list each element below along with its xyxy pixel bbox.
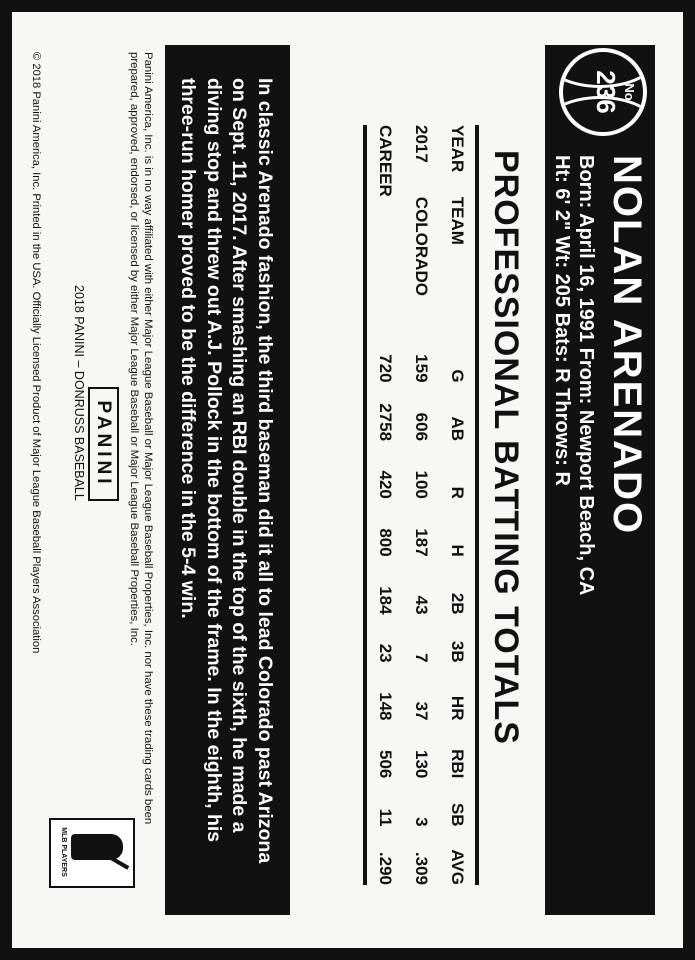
stats-cell: 506 bbox=[376, 750, 395, 779]
stats-header: H bbox=[448, 544, 467, 557]
copyright-text: © 2018 Panini America, Inc. Printed in the USA. Officially Licensed Product of Major League Baseball Players Association bbox=[30, 52, 42, 654]
player-blurb: In classic Arenado fashion, the third baseman did it all to lead Colorado past Arizona on Sept. 11, 2017. After smashing an RBI double in the top of the sixth, he made a diving stop and threw out A.J. Pollock in the bottom of the frame. In the eighth, his three-run homer proved to be the difference in the 5-4 win. bbox=[177, 78, 276, 864]
stats-cell: 130 bbox=[412, 750, 431, 779]
stats-header: AB bbox=[448, 416, 467, 442]
stats-cell: 3 bbox=[412, 817, 431, 827]
stats-row bbox=[367, 125, 403, 885]
section-title: PROFESSIONAL BATTING TOTALS bbox=[487, 150, 525, 745]
player-name: NOLAN ARENADO bbox=[605, 155, 649, 536]
stats-cell: 2017 bbox=[412, 125, 431, 163]
stats-cell: 7 bbox=[412, 653, 431, 663]
stats-cell: 43 bbox=[412, 595, 431, 615]
stats-header: R bbox=[448, 486, 467, 499]
stats-cell: CAREER bbox=[376, 125, 395, 197]
stats-cell: 100 bbox=[412, 470, 431, 499]
stats-cell: 420 bbox=[376, 470, 395, 499]
stats-cell: 2758 bbox=[376, 403, 395, 442]
stats-header: SB bbox=[448, 802, 467, 827]
stats-cell: 23 bbox=[376, 643, 395, 663]
stats-header: AVG bbox=[448, 849, 467, 885]
bio-line-1: Born: April 16, 1991 From: Newport Beach, CA bbox=[575, 155, 597, 596]
bio-line-2: Ht: 6' 2" Wt: 205 Bats: R Throws: R bbox=[551, 155, 573, 486]
stats-cell: 606 bbox=[412, 412, 431, 442]
card-number: 236 bbox=[591, 70, 621, 114]
stats-table bbox=[367, 125, 475, 885]
stats-cell bbox=[367, 197, 403, 316]
stats-cell: 800 bbox=[376, 528, 395, 557]
stats-header-row bbox=[439, 125, 475, 885]
stats-cell: 159 bbox=[412, 354, 431, 383]
stats-header: TEAM bbox=[448, 196, 467, 245]
stats-cell: 148 bbox=[376, 692, 395, 721]
stats-cell: 37 bbox=[412, 701, 431, 721]
stats-header: HR bbox=[448, 695, 467, 721]
stats-cell: COLORADO bbox=[412, 196, 431, 296]
stats-cell: .290 bbox=[376, 851, 395, 885]
stats-header: 2B bbox=[448, 592, 467, 615]
stats-header: G bbox=[448, 369, 467, 383]
mlbpa-logo-text: MLB PLAYERS bbox=[60, 827, 67, 877]
panini-logo: PANINI bbox=[88, 387, 119, 501]
stats-cell: 187 bbox=[412, 528, 431, 557]
stats-rule-top bbox=[475, 125, 479, 885]
card-content bbox=[15, 30, 655, 920]
stats-cell: 720 bbox=[376, 354, 395, 383]
series-text: 2018 PANINI – DONRUSS BASEBALL bbox=[72, 285, 86, 501]
stats-rule-bottom bbox=[363, 125, 367, 885]
stats-header: YEAR bbox=[448, 125, 467, 173]
stats-header: 3B bbox=[448, 640, 467, 663]
stats-cell: 184 bbox=[376, 586, 395, 615]
stats-cell: .309 bbox=[412, 851, 431, 885]
legal-text: Panini America, Inc. is in no way affiliated with either Major League Baseball or Major League Baseball Properties, Inc. nor have these trading cards been prepared, approved, endorsed, or licensed by either Major League Baseball or Major League Baseball Properties, Inc. bbox=[128, 52, 154, 825]
stats-cell: 11 bbox=[376, 808, 395, 827]
card-number-prefix: No bbox=[622, 83, 637, 101]
stats-row bbox=[403, 125, 439, 885]
mlbpa-logo-icon bbox=[49, 818, 135, 888]
stats-header: RBI bbox=[448, 749, 467, 779]
